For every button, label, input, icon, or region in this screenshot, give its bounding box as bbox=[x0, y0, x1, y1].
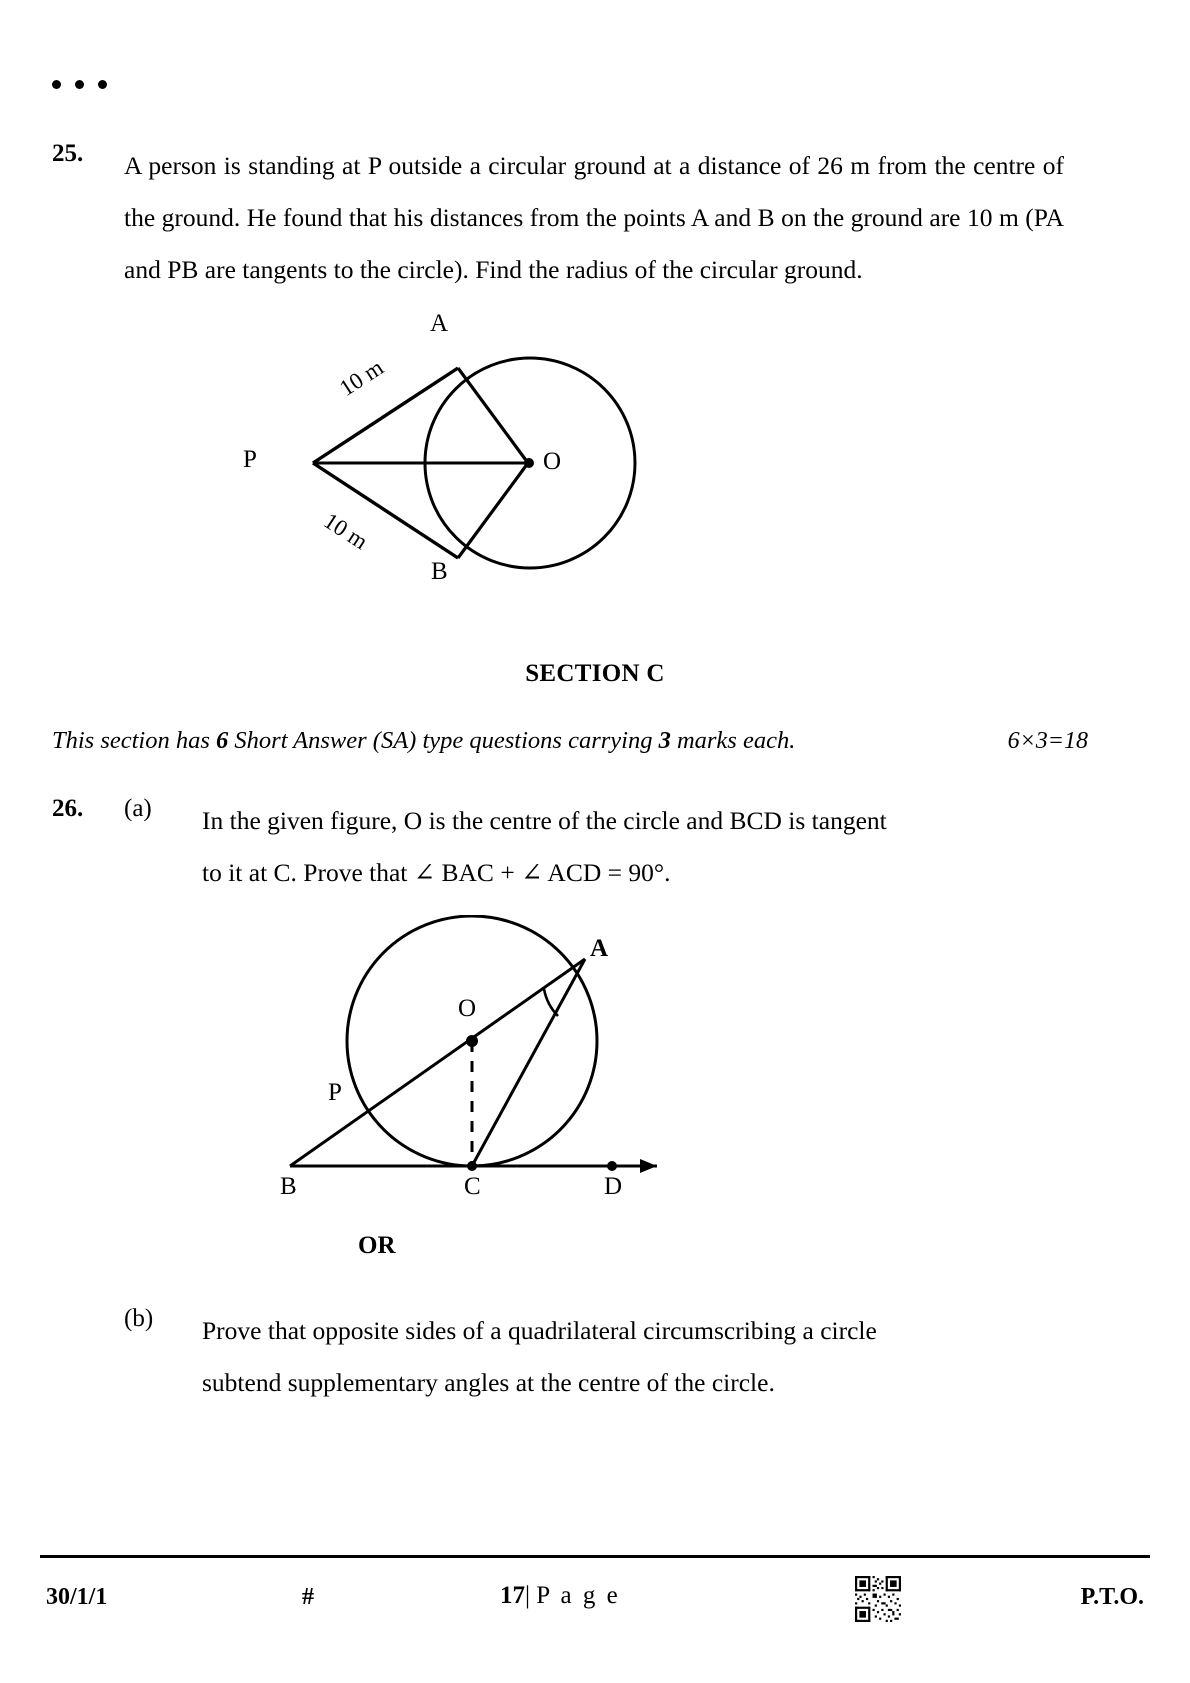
qr-code-icon bbox=[855, 1576, 901, 1622]
question-26b-line-2: subtend supplementary angles at the centre of the circle. bbox=[202, 1368, 775, 1397]
note-count-questions: 6 bbox=[216, 727, 229, 754]
point-o-dot bbox=[524, 458, 534, 468]
figure-q25-svg bbox=[265, 332, 725, 602]
note-part-1: This section has bbox=[52, 727, 217, 754]
section-c-marks-total: 6×3=18 bbox=[1007, 728, 1088, 754]
question-26-number: 26. bbox=[52, 795, 84, 822]
figure-q25-tangents bbox=[243, 310, 725, 602]
figure-q26-circle-tangent bbox=[272, 915, 692, 1205]
question-26-part-a-label: (a) bbox=[124, 795, 152, 822]
figure-q26-svg bbox=[272, 915, 692, 1205]
page-separator: | bbox=[525, 1582, 531, 1609]
label-a: A bbox=[430, 310, 449, 337]
hash-mark: # bbox=[302, 1584, 314, 1610]
label-b: B bbox=[431, 558, 448, 585]
segment-b-to-a bbox=[290, 959, 585, 1166]
angle-arc-at-a bbox=[544, 989, 558, 1016]
question-25-text: A person is standing at P outside a circular ground at a distance of 26 m from the centre of the ground. He found that his distances from the points A and B on the ground are 10 m (PA and PB are tangents to the circle). Find the radius of the circular ground. bbox=[124, 151, 1064, 284]
footer-divider bbox=[40, 1555, 1150, 1558]
section-c-note-text bbox=[52, 727, 795, 755]
segment-oa bbox=[458, 368, 528, 463]
page-footer bbox=[40, 1570, 1150, 1630]
or-label: OR bbox=[358, 1232, 396, 1259]
question-26b-line-1: Prove that opposite sides of a quadrilateral circumscribing a circle bbox=[202, 1316, 877, 1345]
label-b: B bbox=[280, 1173, 297, 1200]
dot-icon bbox=[52, 80, 61, 89]
question-26-part-a-text bbox=[202, 795, 1072, 899]
label-o: O bbox=[458, 995, 477, 1022]
point-c-dot bbox=[467, 1161, 477, 1171]
dot-icon bbox=[75, 80, 84, 89]
paper-code: 30/1/1 bbox=[46, 1584, 108, 1610]
question-26-part-b bbox=[52, 1305, 1088, 1409]
question-26-part-b-label: (b) bbox=[124, 1305, 154, 1332]
question-26a-line-2: to it at C. Prove that ∠ BAC + ∠ ACD = 90°. bbox=[202, 858, 671, 887]
section-c-heading: SECTION C bbox=[525, 660, 665, 687]
question-26-part-b-text bbox=[202, 1305, 1072, 1409]
label-o: O bbox=[543, 448, 562, 475]
point-d-dot bbox=[607, 1161, 617, 1171]
point-o-dot bbox=[466, 1035, 478, 1047]
label-p: P bbox=[243, 446, 257, 473]
dot-icon bbox=[98, 80, 107, 89]
question-25 bbox=[52, 140, 1088, 296]
label-pb-length: 10 m bbox=[319, 508, 373, 555]
note-part-2: Short Answer (SA) type questions carrying bbox=[228, 727, 659, 754]
question-26 bbox=[52, 795, 1088, 899]
arrow-head-icon bbox=[640, 1159, 657, 1173]
label-pa-length: 10 m bbox=[335, 354, 388, 401]
segment-a-to-c bbox=[472, 959, 585, 1166]
section-c-note bbox=[52, 727, 1088, 755]
page-word: P a g e bbox=[536, 1582, 621, 1609]
label-a: A bbox=[590, 935, 609, 962]
top-dots-ornament bbox=[52, 80, 107, 89]
question-26a-line-1: In the given figure, O is the centre of the circle and BCD is tangent bbox=[202, 806, 887, 835]
page-number: 17 bbox=[500, 1582, 525, 1609]
note-count-marks: 3 bbox=[658, 727, 671, 754]
segment-ob bbox=[458, 463, 528, 558]
label-d: D bbox=[604, 1173, 623, 1200]
page-indicator bbox=[500, 1582, 620, 1610]
note-part-3: marks each. bbox=[670, 727, 796, 754]
label-p: P bbox=[328, 1079, 342, 1106]
pto-label: P.T.O. bbox=[1080, 1584, 1144, 1610]
question-25-number: 25. bbox=[52, 140, 84, 167]
label-c: C bbox=[464, 1173, 481, 1200]
